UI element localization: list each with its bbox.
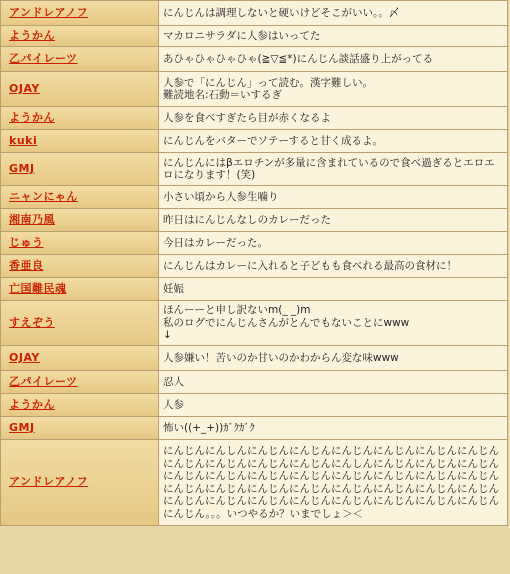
poster-cell bbox=[1, 255, 158, 277]
poster-cell bbox=[1, 371, 158, 393]
poster-cell bbox=[1, 346, 158, 370]
poster-name-link[interactable]: OJAY bbox=[9, 350, 40, 364]
poster-cell bbox=[1, 107, 158, 129]
comment-row bbox=[1, 47, 507, 71]
poster-cell bbox=[1, 232, 158, 254]
comment-row bbox=[1, 346, 507, 370]
comment-text: 人参を食べすぎたら目が赤くなるよ bbox=[159, 107, 507, 129]
comment-text: 小さい頃から人参生噛り bbox=[159, 186, 507, 208]
comment-text: 人参嫌い！苦いのか甘いのかわからん変な味www bbox=[159, 346, 507, 370]
poster-cell bbox=[1, 72, 158, 106]
poster-name-link[interactable]: kuki bbox=[9, 133, 38, 147]
comment-row bbox=[1, 278, 507, 300]
comment-text: にんじんにんしんにんじんにんじんにんじんにんじんにんじんにんじんにんじんにんじんにんじんにんじんにんしんにんじんにんじんにんじんにんじんにんじんにんじんにんじんにんじんにんじんにんじんにんじんにんじんにんじんにんじんにんじんにんじんにんじんにんじんにんじんにんじんにんじんにんじんにんじんにんじんにんじんにんじんにんじんにんじん。。。いつやるか？いまでしょ＞＜ bbox=[159, 440, 507, 525]
poster-name-link[interactable]: 乙パイレーツ bbox=[9, 374, 78, 388]
comment-text: にんじんは調理しないと硬いけどそこがいい。。〆 bbox=[159, 1, 507, 25]
poster-cell bbox=[1, 209, 158, 231]
comment-text: にんじんをバターでソテーすると甘く成るよ。 bbox=[159, 130, 507, 152]
comment-text: にんじんにはβエロチンが多量に含まれているので食べ過ぎるとエロエロになります！(笑) bbox=[159, 153, 507, 185]
poster-cell bbox=[1, 26, 158, 46]
comment-row bbox=[1, 301, 507, 345]
poster-name-link[interactable]: OJAY bbox=[9, 81, 40, 95]
poster-cell bbox=[1, 1, 158, 25]
poster-name-link[interactable]: ようかん bbox=[9, 28, 55, 42]
poster-name-link[interactable]: GMJ bbox=[9, 420, 35, 434]
poster-name-link[interactable]: すえぞう bbox=[9, 315, 55, 329]
comment-row bbox=[1, 72, 507, 106]
poster-cell bbox=[1, 417, 158, 439]
comment-row bbox=[1, 394, 507, 416]
comment-text: あひゃひゃひゃひゃ(≧▽≦*)にんじん談話盛り上がってる bbox=[159, 47, 507, 71]
poster-name-link[interactable]: アンドレアノフ bbox=[9, 475, 89, 489]
poster-cell bbox=[1, 47, 158, 71]
comment-text: にんじんはカレーに入れると子どもも食べれる最高の食材に！ bbox=[159, 255, 507, 277]
poster-name-link[interactable]: 亡国難民魂 bbox=[9, 281, 67, 295]
comment-row bbox=[1, 255, 507, 277]
comment-row bbox=[1, 417, 507, 439]
poster-name-link[interactable]: アンドレアノフ bbox=[9, 5, 89, 19]
poster-name-link[interactable]: 乙パイレーツ bbox=[9, 51, 78, 65]
comment-row bbox=[1, 232, 507, 254]
comment-text: 妊娠 bbox=[159, 278, 507, 300]
poster-cell bbox=[1, 130, 158, 152]
comment-row bbox=[1, 26, 507, 46]
poster-name-link[interactable]: GMJ bbox=[9, 161, 35, 175]
comment-row bbox=[1, 1, 507, 25]
poster-cell bbox=[1, 153, 158, 185]
comment-text: 忍人 bbox=[159, 371, 507, 393]
comment-row bbox=[1, 153, 507, 185]
comment-row bbox=[1, 371, 507, 393]
poster-cell bbox=[1, 394, 158, 416]
comment-text: ほんーーと申し訳ないm(_ _)m 私のログでにんじんさんがとんでもないことにwww ↓ bbox=[159, 301, 507, 345]
poster-name-link[interactable]: ニャンにゃん bbox=[9, 189, 78, 203]
comment-row bbox=[1, 107, 507, 129]
poster-name-link[interactable]: ようかん bbox=[9, 110, 55, 124]
poster-cell bbox=[1, 186, 158, 208]
comment-row bbox=[1, 130, 507, 152]
poster-name-link[interactable]: 湘南乃風 bbox=[9, 212, 55, 226]
comment-row bbox=[1, 209, 507, 231]
comment-text: 人参で「にんじん」って読む。漢字難しい。 難読地名:石動＝いするぎ bbox=[159, 72, 507, 106]
comment-row bbox=[1, 186, 507, 208]
comment-row bbox=[1, 440, 507, 525]
poster-name-link[interactable]: 香亜良 bbox=[9, 258, 44, 272]
poster-name-link[interactable]: ようかん bbox=[9, 397, 55, 411]
comment-rows bbox=[1, 1, 507, 525]
comment-text: マカロニサラダに人参はいってた bbox=[159, 26, 507, 46]
poster-cell bbox=[1, 278, 158, 300]
comment-text: 昨日はにんじんなしのカレーだった bbox=[159, 209, 507, 231]
poster-cell bbox=[1, 440, 158, 525]
comment-text: 今日はカレーだった。 bbox=[159, 232, 507, 254]
poster-cell bbox=[1, 301, 158, 345]
poster-name-link[interactable]: じゅう bbox=[9, 235, 44, 249]
comment-text: 人参 bbox=[159, 394, 507, 416]
comment-text: 怖い((+_+))ｶﾞｸｶﾞｸ bbox=[159, 417, 507, 439]
